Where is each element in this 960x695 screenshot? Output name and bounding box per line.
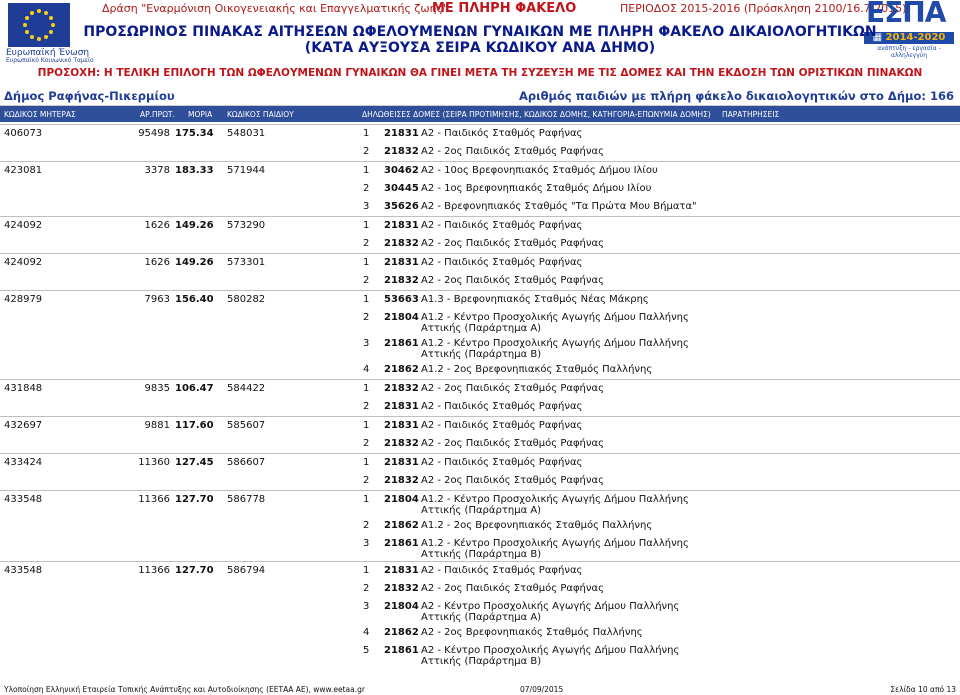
structure-name: Α2 - Παιδικός Σταθμός Ραφήνας <box>421 257 583 268</box>
footer-page: Σελίδα 10 από 13 <box>890 685 956 694</box>
structure-name: Α2 - Παιδικός Σταθμός Ραφήνας <box>421 420 583 431</box>
preference-line <box>0 491 960 517</box>
structure-name: Α1.2 - Κέντρο Προσχολικής Αγωγής Δήμου Παλλήνης Αττικής (Παράρτημα Α) <box>421 494 689 516</box>
score: 127.70 <box>175 565 214 576</box>
structure-name: Α1.3 - Βρεφονηπιακός Σταθμός Νέας Μάκρης <box>421 294 649 305</box>
structure-name: Α2 - Παιδικός Σταθμός Ραφήνας <box>421 565 583 576</box>
score: 156.40 <box>175 294 214 305</box>
structure-name: Α2 - 2ος Παιδικός Σταθμός Ραφήνας <box>421 146 604 157</box>
structure-code: 53663 <box>384 294 419 305</box>
table-body <box>0 124 960 668</box>
preference-order: 3 <box>363 538 370 549</box>
page-title: ΠΡΟΣΩΡΙΝΟΣ ΠΙΝΑΚΑΣ ΑΙΤΗΣΕΩΝ ΩΦΕΛΟΥΜΕΝΩΝ ΓΥΝΑΙΚΩΝ ΜΕ ΠΛΗΡΗ ΦΑΚΕΛΟ ΔΙΚΑΙΟΛΟΓΗΤΙΚΩΝ <box>83 24 877 40</box>
preference-order: 2 <box>363 520 370 531</box>
protocol-number: 95498 <box>138 128 170 139</box>
protocol-number: 9835 <box>144 383 170 394</box>
table-row <box>0 379 960 416</box>
mother-code: 433548 <box>4 494 43 505</box>
preference-order: 1 <box>363 383 370 394</box>
protocol-number: 3378 <box>144 165 170 176</box>
table-row <box>0 453 960 490</box>
structure-name: Α2 - 2ος Παιδικός Σταθμός Ραφήνας <box>421 438 604 449</box>
col-mother: ΚΩΔΙΚΟΣ ΜΗΤΕΡΑΣ <box>4 110 76 119</box>
structure-code: 21831 <box>384 220 419 231</box>
structure-code: 21832 <box>384 146 419 157</box>
footer-credit: Υλοποίηση Ελληνική Εταιρεία Τοπικής Ανάπτυξης και Αυτοδιοίκησης (ΕΕΤΑΑ ΑΕ), www.eetaa.gr <box>4 685 365 694</box>
preference-line <box>0 598 960 624</box>
child-code: 586794 <box>227 565 266 576</box>
structure-code: 21862 <box>384 520 419 531</box>
preference-order: 1 <box>363 294 370 305</box>
children-count: Αριθμός παιδιών με πλήρη φάκελο δικαιολογητικών στο Δήμο: 166 <box>518 89 954 103</box>
col-prot: ΑΡ.ΠΡΩΤ. <box>140 110 175 119</box>
mother-code: 428979 <box>4 294 43 305</box>
structure-name: Α2 - 2ος Παιδικός Σταθμός Ραφήνας <box>421 238 604 249</box>
preference-line <box>0 398 960 416</box>
municipality-bar <box>0 86 960 106</box>
child-code: 580282 <box>227 294 266 305</box>
structure-code: 35626 <box>384 201 419 212</box>
preference-order: 3 <box>363 338 370 349</box>
preference-order: 1 <box>363 257 370 268</box>
table-row <box>0 253 960 290</box>
col-score: ΜΟΡΙΑ <box>188 110 213 119</box>
preference-line <box>0 562 960 580</box>
preference-line <box>0 235 960 253</box>
structure-code: 21831 <box>384 565 419 576</box>
child-code: 573301 <box>227 257 266 268</box>
preference-order: 1 <box>363 220 370 231</box>
structure-code: 21831 <box>384 128 419 139</box>
child-code: 584422 <box>227 383 266 394</box>
structure-code: 21832 <box>384 383 419 394</box>
preference-line <box>0 162 960 180</box>
period-label: ΠΕΡΙΟΔΟΣ 2015-2016 (Πρόσκληση 2100/16.7.2015) <box>620 2 907 15</box>
page-subtitle: (ΚΑΤΑ ΑΥΞΟΥΣΑ ΣΕΙΡΑ ΚΩΔΙΚΟΥ ΑΝΑ ΔΗΜΟ) <box>304 40 656 56</box>
child-code: 571944 <box>227 165 266 176</box>
score: 183.33 <box>175 165 214 176</box>
table-row <box>0 490 960 561</box>
structure-name: Α2 - Παιδικός Σταθμός Ραφήνας <box>421 220 583 231</box>
structure-code: 21861 <box>384 338 419 349</box>
protocol-number: 7963 <box>144 294 170 305</box>
structure-code: 21832 <box>384 475 419 486</box>
score: 106.47 <box>175 383 214 394</box>
structure-name: Α2 - Κέντρο Προσχολικής Αγωγής Δήμου Παλλήνης Αττικής (Παράρτημα Β) <box>421 645 680 667</box>
preference-line <box>0 517 960 535</box>
preference-order: 5 <box>363 645 370 656</box>
structure-code: 21804 <box>384 601 419 612</box>
full-file-label: ΜΕ ΠΛΗΡΗ ΦΑΚΕΛΟ <box>432 1 577 16</box>
col-child: ΚΩΔΙΚΟΣ ΠΑΙΔΙΟΥ <box>227 110 294 119</box>
structure-code: 21831 <box>384 457 419 468</box>
preference-order: 2 <box>363 401 370 412</box>
structure-code: 21832 <box>384 238 419 249</box>
preference-line <box>0 380 960 398</box>
preference-line <box>0 435 960 453</box>
protocol-number: 11366 <box>138 494 170 505</box>
eu-caption: Ευρωπαϊκή Ένωση Ευρωπαϊκό Κοινωνικό Ταμείο <box>6 48 94 64</box>
espa-flag-icon: ▦ <box>872 32 886 43</box>
preference-order: 2 <box>363 238 370 249</box>
page-header <box>0 0 960 90</box>
score: 175.34 <box>175 128 214 139</box>
structure-name: Α2 - Παιδικός Σταθμός Ραφήνας <box>421 128 583 139</box>
preference-line <box>0 472 960 490</box>
preference-order: 2 <box>363 146 370 157</box>
preference-line <box>0 143 960 161</box>
table-row <box>0 561 960 668</box>
preference-order: 1 <box>363 565 370 576</box>
structure-name: Α2 - Παιδικός Σταθμός Ραφήνας <box>421 401 583 412</box>
preference-order: 2 <box>363 275 370 286</box>
structure-code: 21862 <box>384 627 419 638</box>
preference-line <box>0 361 960 379</box>
score: 127.70 <box>175 494 214 505</box>
preference-line <box>0 417 960 435</box>
preference-order: 1 <box>363 420 370 431</box>
structure-code: 21832 <box>384 438 419 449</box>
table-row <box>0 161 960 216</box>
structure-name: Α2 - Κέντρο Προσχολικής Αγωγής Δήμου Παλλήνης Αττικής (Παράρτημα Α) <box>421 601 680 623</box>
preference-order: 1 <box>363 128 370 139</box>
structure-name: Α2 - 1ος Βρεφονηπιακός Σταθμός Δήμου Ιλίου <box>421 183 652 194</box>
preference-line <box>0 254 960 272</box>
preference-order: 2 <box>363 438 370 449</box>
child-code: 586778 <box>227 494 266 505</box>
structure-code: 21832 <box>384 583 419 594</box>
preference-line <box>0 642 960 668</box>
structure-name: Α1.2 - Κέντρο Προσχολικής Αγωγής Δήμου Παλλήνης Αττικής (Παράρτημα Β) <box>421 538 689 560</box>
structure-name: Α2 - 2ος Παιδικός Σταθμός Ραφήνας <box>421 383 604 394</box>
mother-code: 424092 <box>4 220 43 231</box>
preference-line <box>0 272 960 290</box>
structure-code: 30445 <box>384 183 419 194</box>
child-code: 548031 <box>227 128 266 139</box>
structure-code: 21862 <box>384 364 419 375</box>
preference-order: 1 <box>363 165 370 176</box>
preference-order: 2 <box>363 475 370 486</box>
preference-order: 4 <box>363 627 370 638</box>
mother-code: 433424 <box>4 457 43 468</box>
preference-order: 1 <box>363 494 370 505</box>
table-row <box>0 416 960 453</box>
structure-name: Α2 - 2ος Βρεφονηπιακός Σταθμός Παλλήνης <box>421 627 643 638</box>
preference-line <box>0 217 960 235</box>
structure-code: 21832 <box>384 275 419 286</box>
score: 117.60 <box>175 420 214 431</box>
structure-name: Α2 - 2ος Παιδικός Σταθμός Ραφήνας <box>421 275 604 286</box>
preference-order: 3 <box>363 601 370 612</box>
structure-name: Α2 - 10ος Βρεφονηπιακός Σταθμός Δήμου Ιλίου <box>421 165 658 176</box>
preference-order: 4 <box>363 364 370 375</box>
preference-order: 2 <box>363 183 370 194</box>
structure-name: Α2 - Παιδικός Σταθμός Ραφήνας <box>421 457 583 468</box>
preference-line <box>0 624 960 642</box>
score: 127.45 <box>175 457 214 468</box>
mother-code: 423081 <box>4 165 43 176</box>
preference-line <box>0 580 960 598</box>
preference-line <box>0 198 960 216</box>
espa-logo: ΕΣΠΑ ▦ 2014-2020 ανάπτυξη - εργασία - αλληλεγγύη <box>864 2 956 52</box>
preference-line <box>0 309 960 335</box>
protocol-number: 1626 <box>144 220 170 231</box>
score: 149.26 <box>175 257 214 268</box>
preference-order: 3 <box>363 201 370 212</box>
col-structures: ΔΗΛΩΘΕΙΣΕΣ ΔΟΜΕΣ (ΣΕΙΡΑ ΠΡΟΤΙΜΗΣΗΣ, ΚΩΔΙΚΟΣ ΔΟΜΗΣ, ΚΑΤΗΓΟΡΙΑ-ΕΠΩΝΥΜΙΑ ΔΟΜΗΣ) <box>362 110 711 119</box>
mother-code: 424092 <box>4 257 43 268</box>
structure-name: Α2 - Βρεφονηπιακός Σταθμός "Τα Πρώτα Μου Βήματα" <box>421 201 697 212</box>
preference-order: 2 <box>363 583 370 594</box>
structure-name: Α2 - 2ος Παιδικός Σταθμός Ραφήνας <box>421 583 604 594</box>
structure-code: 21861 <box>384 645 419 656</box>
preference-order: 1 <box>363 457 370 468</box>
structure-name: Α1.2 - Κέντρο Προσχολικής Αγωγής Δήμου Παλλήνης Αττικής (Παράρτημα Β) <box>421 338 689 360</box>
structure-code: 21861 <box>384 538 419 549</box>
structure-name: Α1.2 - 2ος Βρεφονηπιακός Σταθμός Παλλήνης <box>421 364 653 375</box>
preference-line <box>0 125 960 143</box>
footer-date: 07/09/2015 <box>520 685 564 694</box>
child-code: 586607 <box>227 457 266 468</box>
mother-code: 431848 <box>4 383 43 394</box>
table-row <box>0 216 960 253</box>
col-notes: ΠΑΡΑΤΗΡΗΣΕΙΣ <box>722 110 780 119</box>
protocol-number: 1626 <box>144 257 170 268</box>
mother-code: 432697 <box>4 420 43 431</box>
structure-code: 30462 <box>384 165 419 176</box>
structure-name: Α1.2 - Κέντρο Προσχολικής Αγωγής Δήμου Παλλήνης Αττικής (Παράρτημα Α) <box>421 312 689 334</box>
child-code: 573290 <box>227 220 266 231</box>
protocol-number: 9881 <box>144 420 170 431</box>
table-header <box>0 106 960 122</box>
warning-note: ΠΡΟΣΟΧΗ: Η ΤΕΛΙΚΗ ΕΠΙΛΟΓΗ ΤΩΝ ΩΦΕΛΟΥΜΕΝΩΝ ΓΥΝΑΙΚΩΝ ΘΑ ΓΙΝΕΙ ΜΕΤΑ ΤΗ ΣΥΖΕΥΞΗ ΜΕ ΤΙΣ ΔΟΜΕΣ ΚΑΙ ΤΗΝ ΕΚΔΟΣΗ ΤΩΝ ΟΡΙΣΤΙΚΩΝ ΠΙΝΑΚΩΝ <box>37 67 923 79</box>
protocol-number: 11366 <box>138 565 170 576</box>
mother-code: 433548 <box>4 565 43 576</box>
structure-code: 21831 <box>384 257 419 268</box>
structure-code: 21804 <box>384 312 419 323</box>
score: 149.26 <box>175 220 214 231</box>
table-row <box>0 290 960 379</box>
municipality-name: Δήμος Ραφήνας-Πικερμίου <box>4 89 175 103</box>
structure-name: Α1.2 - 2ος Βρεφονηπιακός Σταθμός Παλλήνης <box>421 520 653 531</box>
preference-line <box>0 180 960 198</box>
preference-line <box>0 454 960 472</box>
protocol-number: 11360 <box>138 457 170 468</box>
table-row <box>0 124 960 161</box>
action-title: Δράση "Εναρμόνιση Οικογενειακής και Επαγγελματικής ζωής" <box>102 2 449 15</box>
structure-code: 21831 <box>384 401 419 412</box>
structure-code: 21831 <box>384 420 419 431</box>
child-code: 585607 <box>227 420 266 431</box>
mother-code: 406073 <box>4 128 43 139</box>
preference-order: 2 <box>363 312 370 323</box>
preference-line <box>0 535 960 561</box>
structure-code: 21804 <box>384 494 419 505</box>
preference-line <box>0 335 960 361</box>
structure-name: Α2 - 2ος Παιδικός Σταθμός Ραφήνας <box>421 475 604 486</box>
preference-line <box>0 291 960 309</box>
